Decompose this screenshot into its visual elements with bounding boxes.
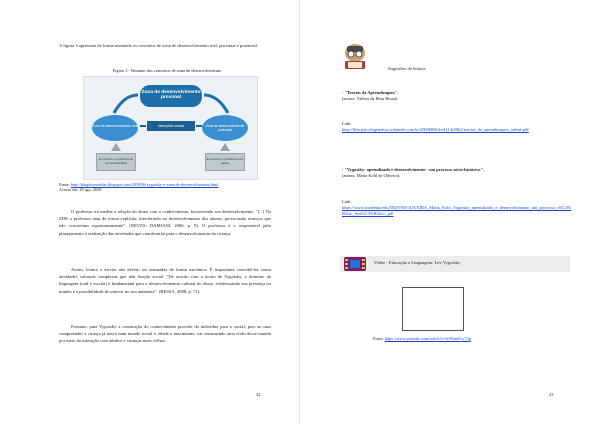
reading-item-1-link-block	[342, 121, 572, 133]
body-paragraph-3: Portanto, para Vygotsky a construção do conhecimento procede do indivíduo para o social, pois ao usar compreender a criança já nasce num mundo social e, desde o nascimento, vai construindo uma visão desse mundo por meio da interação com adultos e crianças mais velhas.	[59, 324, 271, 344]
reading-item-2-title: - "Vygotsky: aprendizado e desenvolvimento - um processo sócio-histórico".	[342, 167, 484, 172]
intro-paragraph: A figura 3 apresenta de forma resumida os conceitos de zona de desenvolvimento real, proximal e potencial.	[59, 43, 258, 48]
reading-item-1-link-label: Link:	[342, 121, 352, 126]
reading-item-2-author: (autora: Marta Kohl de Oliveira).	[342, 173, 401, 178]
suggestions-title: Sugestões de leitura:	[388, 66, 427, 71]
reading-item-2-link[interactable]: https://www.academia.edu/5829705/OLIVEIRA_Marta_Kohl_Vygotsky_aprendizado_e_desenvolvimento_um_processo_s%C3%B3cio_hist%C3%B3rico_pdf	[342, 205, 572, 216]
diagram-left-box: Eu resolvo o problema de forma individual	[96, 153, 136, 171]
video-header	[340, 256, 570, 272]
film-icon	[344, 257, 366, 271]
right-page	[300, 0, 600, 424]
source-access: Acesso em: 29 ago. 2020.	[59, 187, 103, 193]
reading-item-2	[342, 167, 572, 179]
diagram-arrows	[84, 77, 257, 179]
diagram-middle-label: Interações sociais	[147, 121, 195, 131]
diagram-right-box: Eu resolvo o problema com ajuda	[205, 153, 245, 171]
reading-item-1	[342, 90, 572, 102]
video-source-label: Fonte:	[373, 336, 384, 341]
body-paragraph-2: Assim, leitura e escrita não devem ser ensinadas de forma mecânica. É importante concebê-las como atividades culturais complexas que têm função social. "De acordo com a teoria de Vygotsky, o domínio da linguagem (oral e escrita) é fundamental para o desenvolvimento cultural do aluno, evidenciando sua presença no mundo e a possibilidade de intervir no seu ambiente". (BESSA, 2008, p. 71).	[59, 267, 271, 294]
diagram-right-ellipse: Zona de desenvolvimento potencial	[202, 115, 248, 141]
video-title: Vídeo - Educação e Linguagem: Lev Vygotsky	[374, 260, 461, 265]
video-player[interactable]	[402, 287, 464, 331]
body-paragraph-1: O professor irá mediar a relação do aluno com o conhecimento, favorecendo seu desenvolvimento. "[...] Na ZDP, o professor atua de forma explícita, interferindo no desenvolvimento dos alunos, provocando avanços que não ocorreriam espontaneamente". (NEVES; DAMIANI, 2006, p. 9). O professor é o responsável pelo planejamento e realização das atividades que contribuirão para o desenvolvimento da criança.	[59, 209, 271, 236]
reading-item-1-link[interactable]: http://files.psicologiaedcia.webnode.com.br/200000064-e4114e50b2/teorias_da_aprendizagem_online.pdf	[342, 127, 529, 132]
figure-caption: Figura 3 - Resumo dos conceitos de zona de desenvolvimento	[112, 68, 222, 73]
source-label: Fonte:	[59, 182, 70, 187]
zone-diagram	[83, 76, 258, 180]
source-link[interactable]: http://blogdozenaidas.blogspot.com/2018/06/vygotsky-e-zona-de-desenvolvimento.html	[70, 182, 219, 187]
reading-item-1-author: (autora: Valéria da Hora Bessa).	[342, 96, 399, 101]
figure-source	[59, 182, 279, 193]
video-source-link[interactable]: https://www.youtube.com/watch?v=lvlWmtfCy74g	[384, 336, 471, 341]
reading-mascot-icon	[342, 42, 368, 70]
reading-item-2-link-label: Link:	[342, 199, 352, 204]
page-number-left: 22	[256, 392, 261, 397]
video-source	[373, 336, 471, 341]
diagram-left-ellipse: Zona de desenvolvimento real	[92, 115, 138, 141]
reading-item-1-title: - "Teorias da Aprendizagem".	[342, 90, 399, 95]
diagram-top-label: Zona de desenvolvimento proximal	[140, 85, 202, 107]
page-number-right: 23	[549, 392, 554, 397]
reading-item-2-link-block	[342, 199, 572, 217]
